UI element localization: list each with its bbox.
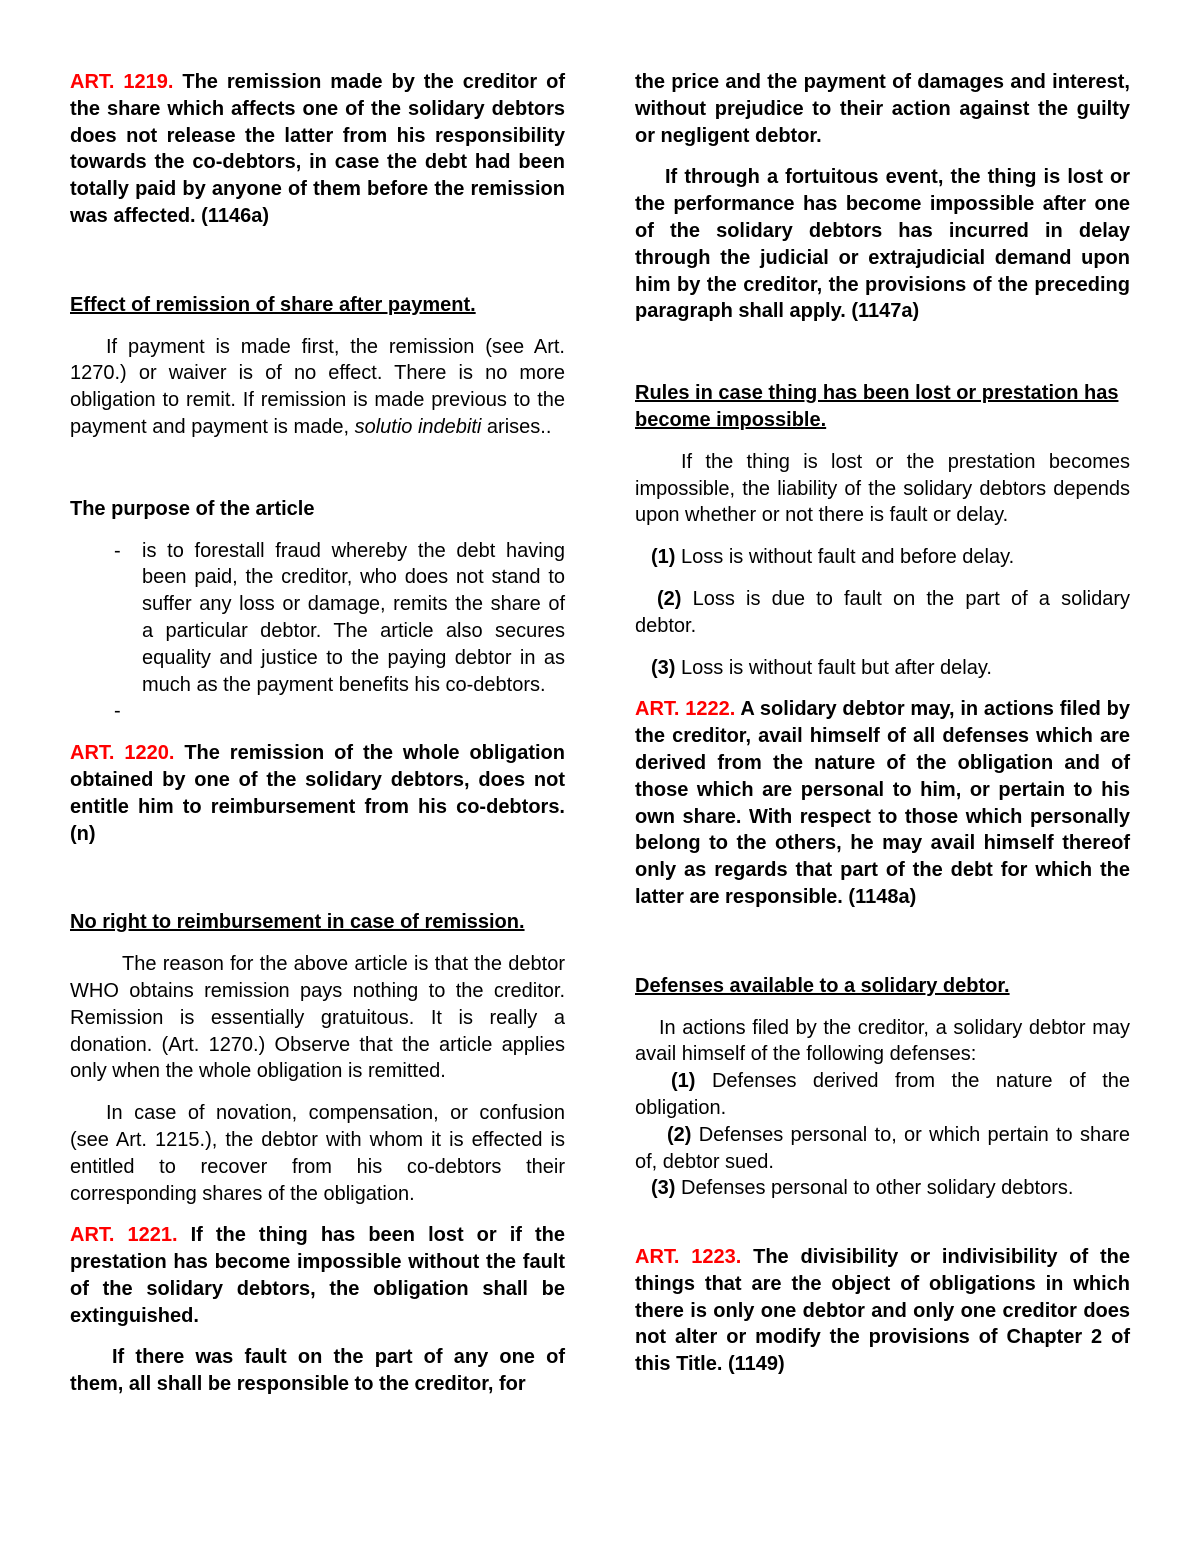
art-1221-paragraph-2: If there was fault on the part of any one of them, all shall be responsible to the creditor, for xyxy=(70,1346,565,1396)
art-1221 xyxy=(70,1222,565,1329)
purpose-list xyxy=(70,538,565,726)
art-1220-text: The remission of the whole obligation obtained by one of the solidary debtors, does not entitle him to reimbursement from his co-debtors. (n) xyxy=(70,742,565,845)
rule-1: (1) Loss is without fault and before delay. xyxy=(651,546,1015,569)
right-column xyxy=(635,69,1130,1378)
list-item: - is to forestall fraud whereby the debt having been paid, the creditor, who does not stand to suffer any loss or damage, remits the share of a particular debtor. The article also secures equality and justice to the paying debtor in as much as the payment benefits his co-debtors. xyxy=(114,539,565,696)
art-1223-text: The divisibility or indivisibility of the things that are the object of obligations in which there is only one debtor and only one creditor does not alter or modify the provisions of Chapter 2 of this Title. (1149) xyxy=(635,1246,1130,1376)
heading-rules-lost-thing: Rules in case thing has been lost or prestation has become impossible. xyxy=(635,382,1119,431)
list-item xyxy=(70,698,565,725)
paragraph-fortuitous-event: If through a fortuitous event, the thing is lost or the performance has become impossible after one of the solidary debtors has incurred in delay through the judicial or extrajudicial demand upon him by the creditor, the provisions of the preceding paragraph shall apply. (1147a) xyxy=(635,166,1130,323)
heading-purpose: The purpose of the article xyxy=(70,497,315,520)
art-1221-text: If the thing has been lost or if the prestation has become impossible without the fault of the solidary debtors, the obligation shall be extinguished. xyxy=(70,1224,565,1327)
art-1221-number: ART. 1221. xyxy=(70,1224,178,1247)
paragraph-defenses-intro: In actions filed by the creditor, a solidary debtor may avail himself of the following defenses: xyxy=(635,1016,1130,1066)
art-1223-number: ART. 1223. xyxy=(635,1246,742,1269)
defense-3: (3) Defenses personal to other solidary debtors. xyxy=(651,1177,1074,1200)
dash-bullet: - xyxy=(114,700,121,723)
art-1219 xyxy=(70,69,565,230)
defense-2: (2) Defenses personal to, or which pertain to share of, debtor sued. xyxy=(635,1123,1130,1173)
art-1219-text: The remission made by the creditor of the share which affects one of the solidary debtors does not release the latter from his responsibility towards the co-debtors, in case the debt had been totally paid by anyone of them before the remission was affected. (1146a) xyxy=(70,71,565,227)
art-1222-number: ART. 1222. xyxy=(635,698,736,721)
heading-effect-of-remission: Effect of remission of share after payment. xyxy=(70,293,476,316)
art-1222 xyxy=(635,696,1130,910)
art-1221-continuation: the price and the payment of damages and interest, without prejudice to their action against the guilty or negligent debtor. xyxy=(635,71,1130,147)
art-1219-number: ART. 1219. xyxy=(70,71,174,93)
paragraph-reason: The reason for the above article is that the debtor WHO obtains remission pays nothing to the creditor. Remission is essentially gratuitous. It is really a donation. (Art. 1270.) Observe that the article applies only when the whole obligation is remitted. xyxy=(70,953,565,1083)
defense-1: (1) Defenses derived from the nature of the obligation. xyxy=(635,1070,1130,1119)
heading-no-right-to-reimbursement: No right to reimbursement in case of remission. xyxy=(70,911,525,934)
heading-defenses-available: Defenses available to a solidary debtor. xyxy=(635,974,1010,997)
paragraph-liability: If the thing is lost or the prestation becomes impossible, the liability of the solidary debtors depends upon whether or not there is fault or delay. xyxy=(635,450,1130,527)
dash-bullet: - xyxy=(114,539,121,562)
left-column xyxy=(70,69,565,1398)
paragraph-novation: In case of novation, compensation, or confusion (see Art. 1215.), the debtor with whom it is effected is entitled to recover from his co-debtors their corresponding shares of the obligation. xyxy=(70,1102,565,1205)
art-1222-text: A solidary debtor may, in actions filed by the creditor, avail himself of all defenses which are derived from the nature of the obligation and of those which are personal to him, or pertain to his own share. With respect to those which personally belong to the others, he may avail himself thereof only as regards that part of the debt for which the latter are responsible. (1148a) xyxy=(635,698,1130,908)
paragraph-payment-first: If payment is made first, the remission (see Art. 1270.) or waiver is of no effect. There is no more obligation to remit. If remission is made previous to the payment and payment is made, solutio indebiti arises.. xyxy=(70,335,565,438)
art-1220 xyxy=(70,740,565,847)
art-1220-number: ART. 1220. xyxy=(70,742,175,765)
rule-2: (2) Loss is due to fault on the part of a solidary debtor. xyxy=(635,587,1130,637)
solutio-indebiti-term: solutio indebiti xyxy=(354,415,482,438)
rule-3: (3) Loss is without fault but after delay. xyxy=(651,656,992,679)
art-1223 xyxy=(635,1244,1130,1378)
